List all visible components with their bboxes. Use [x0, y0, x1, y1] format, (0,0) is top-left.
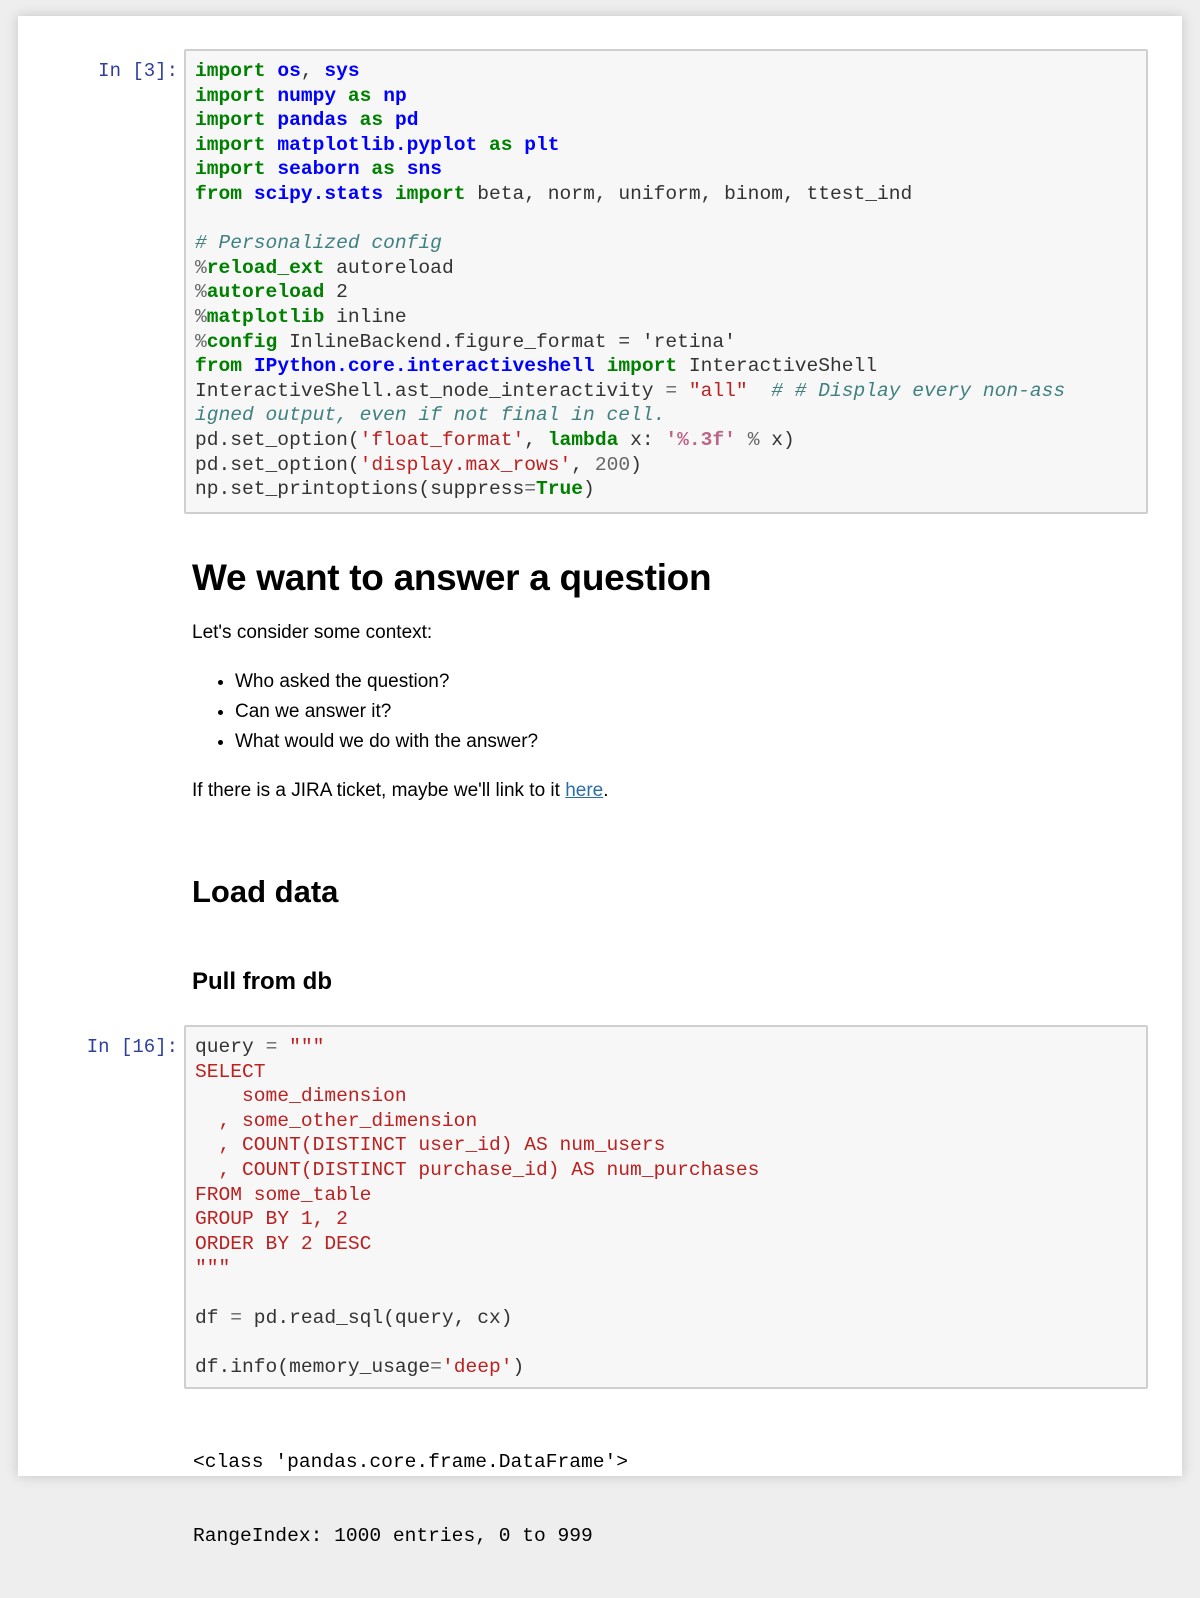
markdown-cell-load-data: [192, 874, 338, 910]
markdown-cell-pull-from-db: [192, 968, 332, 996]
output-line: <class 'pandas.core.frame.DataFrame'>: [193, 1451, 629, 1474]
jira-text: If there is a JIRA ticket, maybe we'll link to it here.: [192, 780, 609, 801]
heading-question: We want to answer a question: [192, 557, 712, 598]
list-item: • Can we answer it?: [235, 697, 1132, 727]
heading-pull-from-db: Pull from db: [192, 968, 332, 995]
intro-text: Let's consider some context:: [192, 622, 433, 643]
heading-load-data: Load data: [192, 874, 339, 909]
cell-output: [193, 1401, 628, 1598]
code-input-area[interactable]: [184, 49, 1148, 514]
markdown-cell-question: [192, 557, 1132, 803]
cell-prompt: In [3]:: [98, 60, 178, 82]
output-line: RangeIndex: 1000 entries, 0 to 999: [193, 1524, 593, 1547]
code-editor[interactable]: import os, sys import numpy as np import pandas as pd import matplotlib.pyplot as plt import seaborn as sns from scipy.stats import beta, norm, uniform, binom, ttest_ind # Personalized config %reload_ext autoreload %autoreload 2 %matplotlib inline %config InlineBackend.figure_format = 'retina' from IPython.core.interactiveshell import InteractiveShell InteractiveShell.ast_node_interactivity = "all" # # Display every non-ass igned output, even if not final in cell. pd.set_option('float_format', lambda x: '%.3f' % x) pd.set_option('display.max_rows', 200) np.set_printoptions(suppress=True): [195, 60, 1066, 501]
cell-prompt: In [16]:: [86, 1036, 178, 1058]
notebook-page: [18, 16, 1182, 1547]
context-list: [192, 667, 1132, 757]
jira-link[interactable]: here: [565, 780, 604, 801]
list-item: • What would we do with the answer?: [235, 727, 1132, 757]
list-item: • Who asked the question?: [235, 667, 1132, 697]
code-editor[interactable]: query = """ SELECT some_dimension , some_other_dimension , COUNT(DISTINCT user_id) AS num_users , COUNT(DISTINCT purchase_id) AS num_purchases FROM some_table GROUP BY 1, 2 ORDER BY 2 DESC """ df = pd.read_sql(query, cx) df.info(memory_usage='deep'): [195, 1036, 760, 1378]
code-input-area[interactable]: [184, 1025, 1148, 1389]
